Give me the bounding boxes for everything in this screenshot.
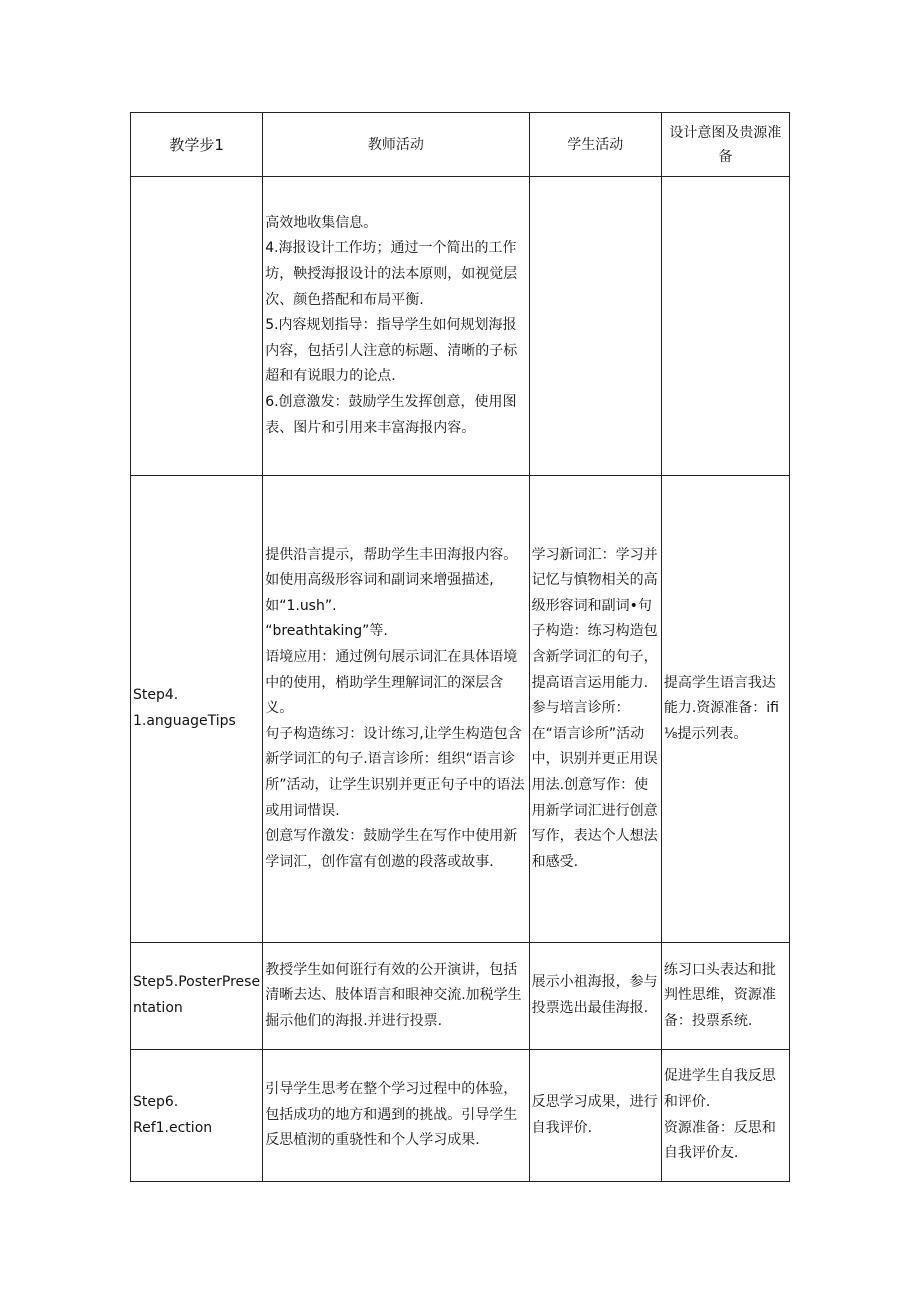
- teacher-activity-cell: 高效地收集信息。 4.海报设计工作坊；通过一个简出的工作坊，鞅授海报设计的法本原则，如视觉层次、颜色搭配和布局平衡. 5.内容规划指导：指导学生如何规划海报内容，包括引人注意的标题、清晰的子标超和有说眼力的论点. 6.创意激发：鼓励学生发挥创意，使用图表、图片和引用来丰富海报内容。: [263, 177, 529, 476]
- table-row: [131, 943, 790, 1050]
- header-step: 教学步1: [131, 113, 263, 177]
- lesson-plan-table: [130, 112, 790, 1182]
- design-intent-cell: 练习口头表达和批判性思维，资源准备：投票系统.: [661, 943, 789, 1050]
- table-row: [131, 177, 790, 476]
- table-header-row: [131, 113, 790, 177]
- teacher-activity-cell: 提供沿言提示，帮助学生丰田海报内容。如使用高级形容词和副词来增强描述,如“1.ush”. “breathtaking”等. 语境应用：通过例句展示词汇在具体语境中的使用，梢助学生理解词汇的深层含义。 句子构造练习：设计练习,让学生构造包含新学词汇的句子.语言诊所：组织“语言诊所”活动，让学生识别并更正句子中的语法或用词惜误. 创意写作激发：鼓励学生在写作中使用新学词汇，创作富有创遨的段落或故事.: [263, 476, 529, 943]
- design-intent-cell: [661, 177, 789, 476]
- table-row: [131, 476, 790, 943]
- header-teacher-activity: 教师活动: [263, 113, 529, 177]
- student-activity-cell: 学习新词汇：学习并记忆与慎物相关的高级形容词和副词•句子构造：练习构造包含新学词汇的句子，提高语言运用能力. 参与培言诊所：在“语言诊所”活动中，识别并更正用误用法.创意写作：使用新学词汇进行创意写作，表达个人想法和感受.: [529, 476, 661, 943]
- table-row: [131, 1050, 790, 1182]
- student-activity-cell: 展示小祖海报，参与投票选出最佳海报.: [529, 943, 661, 1050]
- teacher-activity-cell: 引导学生思考在整个学习过程中的体验，包括成功的地方和遇到的挑战。引导学生反思植沏的重骁性和个人学习成果.: [263, 1050, 529, 1182]
- design-intent-cell: 促进学生自我反思和评价. 资源准备：反思和自我评价友.: [661, 1050, 789, 1182]
- student-activity-cell: [529, 177, 661, 476]
- step-cell: Step5.PosterPresentation: [131, 943, 263, 1050]
- student-activity-cell: 反思学习成果，进行自我评价.: [529, 1050, 661, 1182]
- step-cell: Step6. Ref1.ection: [131, 1050, 263, 1182]
- design-intent-cell: 提高学生语言我达能力.资源准备：ifi⅛提示列表。: [661, 476, 789, 943]
- header-student-activity: 学生活动: [529, 113, 661, 177]
- teacher-activity-cell: 教授学生如何诳行有效的公开演讲，包括清晰去达、肢体语言和眼神交流.加税学生掘示他们的海报.并进行投票.: [263, 943, 529, 1050]
- step-cell: Step4. 1.anguageTips: [131, 476, 263, 943]
- header-design-intent: 设计意图及贵源准备: [661, 113, 789, 177]
- step-cell: [131, 177, 263, 476]
